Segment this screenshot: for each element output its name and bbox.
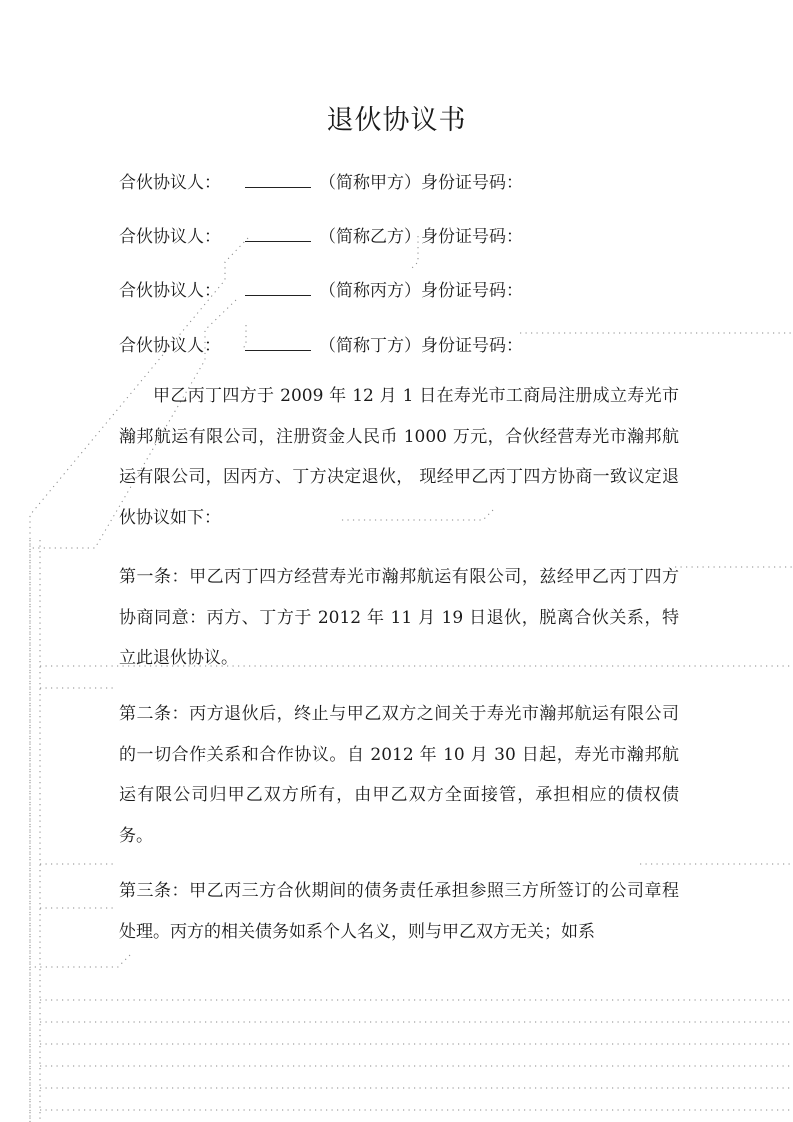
party-label: 合伙协议人： — [119, 281, 221, 301]
clause-3: 第三条：甲乙丙三方合伙期间的债务责任承担参照三方所签订的公司章程处理。丙方的相关债务如系个人名义，则与甲乙双方无关；如系 — [119, 881, 679, 942]
id-label: 身份证号码： — [421, 336, 523, 356]
name-blank — [245, 336, 311, 351]
clause-1: 第一条：甲乙丙丁四方经营寿光市瀚邦航运有限公司，兹经甲乙丙丁四方协商同意：丙方、丁方于 2012 年 11 月 19 日退伙，脱离合伙关系，特立此退伙协议。 — [119, 567, 679, 668]
id-label: 身份证号码： — [421, 173, 523, 193]
name-blank — [245, 281, 311, 296]
party-label: 合伙协议人： — [119, 173, 221, 193]
party-row-b — [119, 222, 523, 247]
party-row-c — [119, 276, 523, 301]
party-row-d — [119, 331, 523, 356]
id-label: 身份证号码： — [421, 227, 523, 247]
party-alias: （简称丙方） — [319, 281, 421, 301]
party-alias: （简称丁方） — [319, 336, 421, 356]
name-blank — [245, 173, 311, 188]
party-label: 合伙协议人： — [119, 336, 221, 356]
intro-paragraph: 甲乙丙丁四方于 2009 年 12 月 1 日在寿光市工商局注册成立寿光市瀚邦航运有限公司，注册资金人民币 1000 万元，合伙经营寿光市瀚邦航运有限公司，因丙方、丁方决定退伙， 现经甲乙丙丁四方协商一致议定退伙协议如下： — [119, 386, 679, 528]
party-alias: （简称乙方） — [319, 227, 421, 247]
document-title: 退伙协议书 — [326, 105, 467, 136]
party-label: 合伙协议人： — [119, 227, 221, 247]
party-alias: （简称甲方） — [319, 173, 421, 193]
party-row-a — [119, 168, 523, 193]
name-blank — [245, 227, 311, 242]
clause-2: 第二条：丙方退伙后，终止与甲乙双方之间关于寿光市瀚邦航运有限公司的一切合作关系和合作协议。自 2012 年 10 月 30 日起，寿光市瀚邦航运有限公司归甲乙双方所有，由甲乙双方全面接管，承担相应的债权债务。 — [119, 704, 679, 846]
id-label: 身份证号码： — [421, 281, 523, 301]
